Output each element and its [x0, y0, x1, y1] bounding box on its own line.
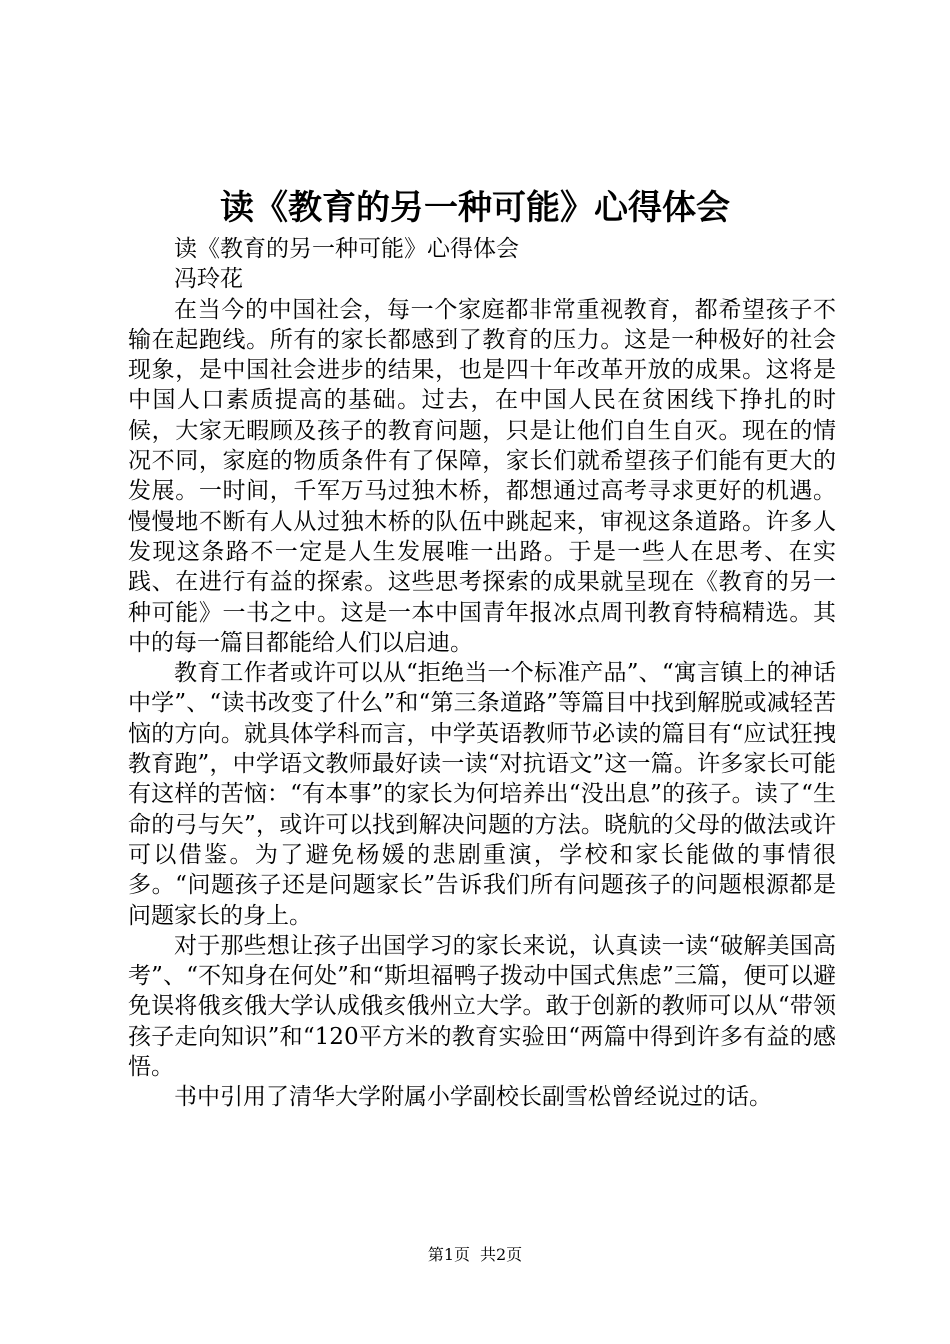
document-author: 冯玲花 — [174, 266, 243, 293]
body-paragraph: 对于那些想让孩子出国学习的家长来说，认真读一读“破解美国高考”、“不知身在何处”和“斯坦福鸭子拨动中国式焦虑”三篇，便可以避免误将俄亥俄大学认成俄亥俄州立大学。敢于创新的教师可以从“带领孩子走向知识”和“120平方米的教育实验田“两篇中得到许多有益的感悟。 — [128, 932, 836, 1081]
document-subtitle: 读《教育的另一种可能》心得体会 — [174, 236, 519, 262]
document-body — [128, 234, 836, 1113]
document-title: 读《教育的另一种可能》心得体会 — [220, 188, 730, 228]
body-paragraph: 在当今的中国社会，每一个家庭都非常重视教育，都希望孩子不输在起跑线。所有的家长都感到了教育的压力。这是一种极好的社会现象，是中国社会进步的结果，也是四十年改革开放的成果。这将是中国人口素质提高的基础。过去，在中国人民在贫困线下挣扎的时候，大家无暇顾及孩子的教育问题，只是让他们自生自灭。现在的情况不同，家庭的物质条件有了保障，家长们就希望孩子们能有更大的发展。一时间，千军万马过独木桥，都想通过高考寻求更好的机遇。慢慢地不断有人从过独木桥的队伍中跳起来，审视这条道路。许多人发现这条路不一定是人生发展唯一出路。于是一些人在思考、在实践、在进行有益的探索。这些思考探索的成果就呈现在《教育的另一种可能》一书之中。这是一本中国青年报冰点周刊教育特稿精选。其中的每一篇目都能给人们以启迪。 — [128, 296, 836, 656]
page-footer — [0, 1244, 950, 1266]
page-number-total: 共2页 — [480, 1245, 523, 1264]
body-paragraph: 书中引用了清华大学附属小学副校长副雪松曾经说过的话。 — [174, 1084, 772, 1111]
page-number-current: 第1页 — [427, 1245, 470, 1264]
body-paragraph: 教育工作者或许可以从“拒绝当一个标准产品”、“寓言镇上的神话中学”、“读书改变了什么”和“第三条道路”等篇目中找到解脱或减轻苦恼的方向。就具体学科而言，中学英语教师节必读的篇目有“应试狂拽教育跑”，中学语文教师最好读一读“对抗语文”这一篇。许多家长可能有这样的苦恼：“有本事”的家长为何培养出“没出息”的孩子。读了“生命的弓与矢”，或许可以找到解决问题的方法。晓航的父母的做法或许可以借鉴。为了避免杨媛的悲剧重演，学校和家长能做的事情很多。“问题孩子还是问题家长”告诉我们所有问题孩子的问题根源都是问题家长的身上。 — [128, 660, 836, 929]
